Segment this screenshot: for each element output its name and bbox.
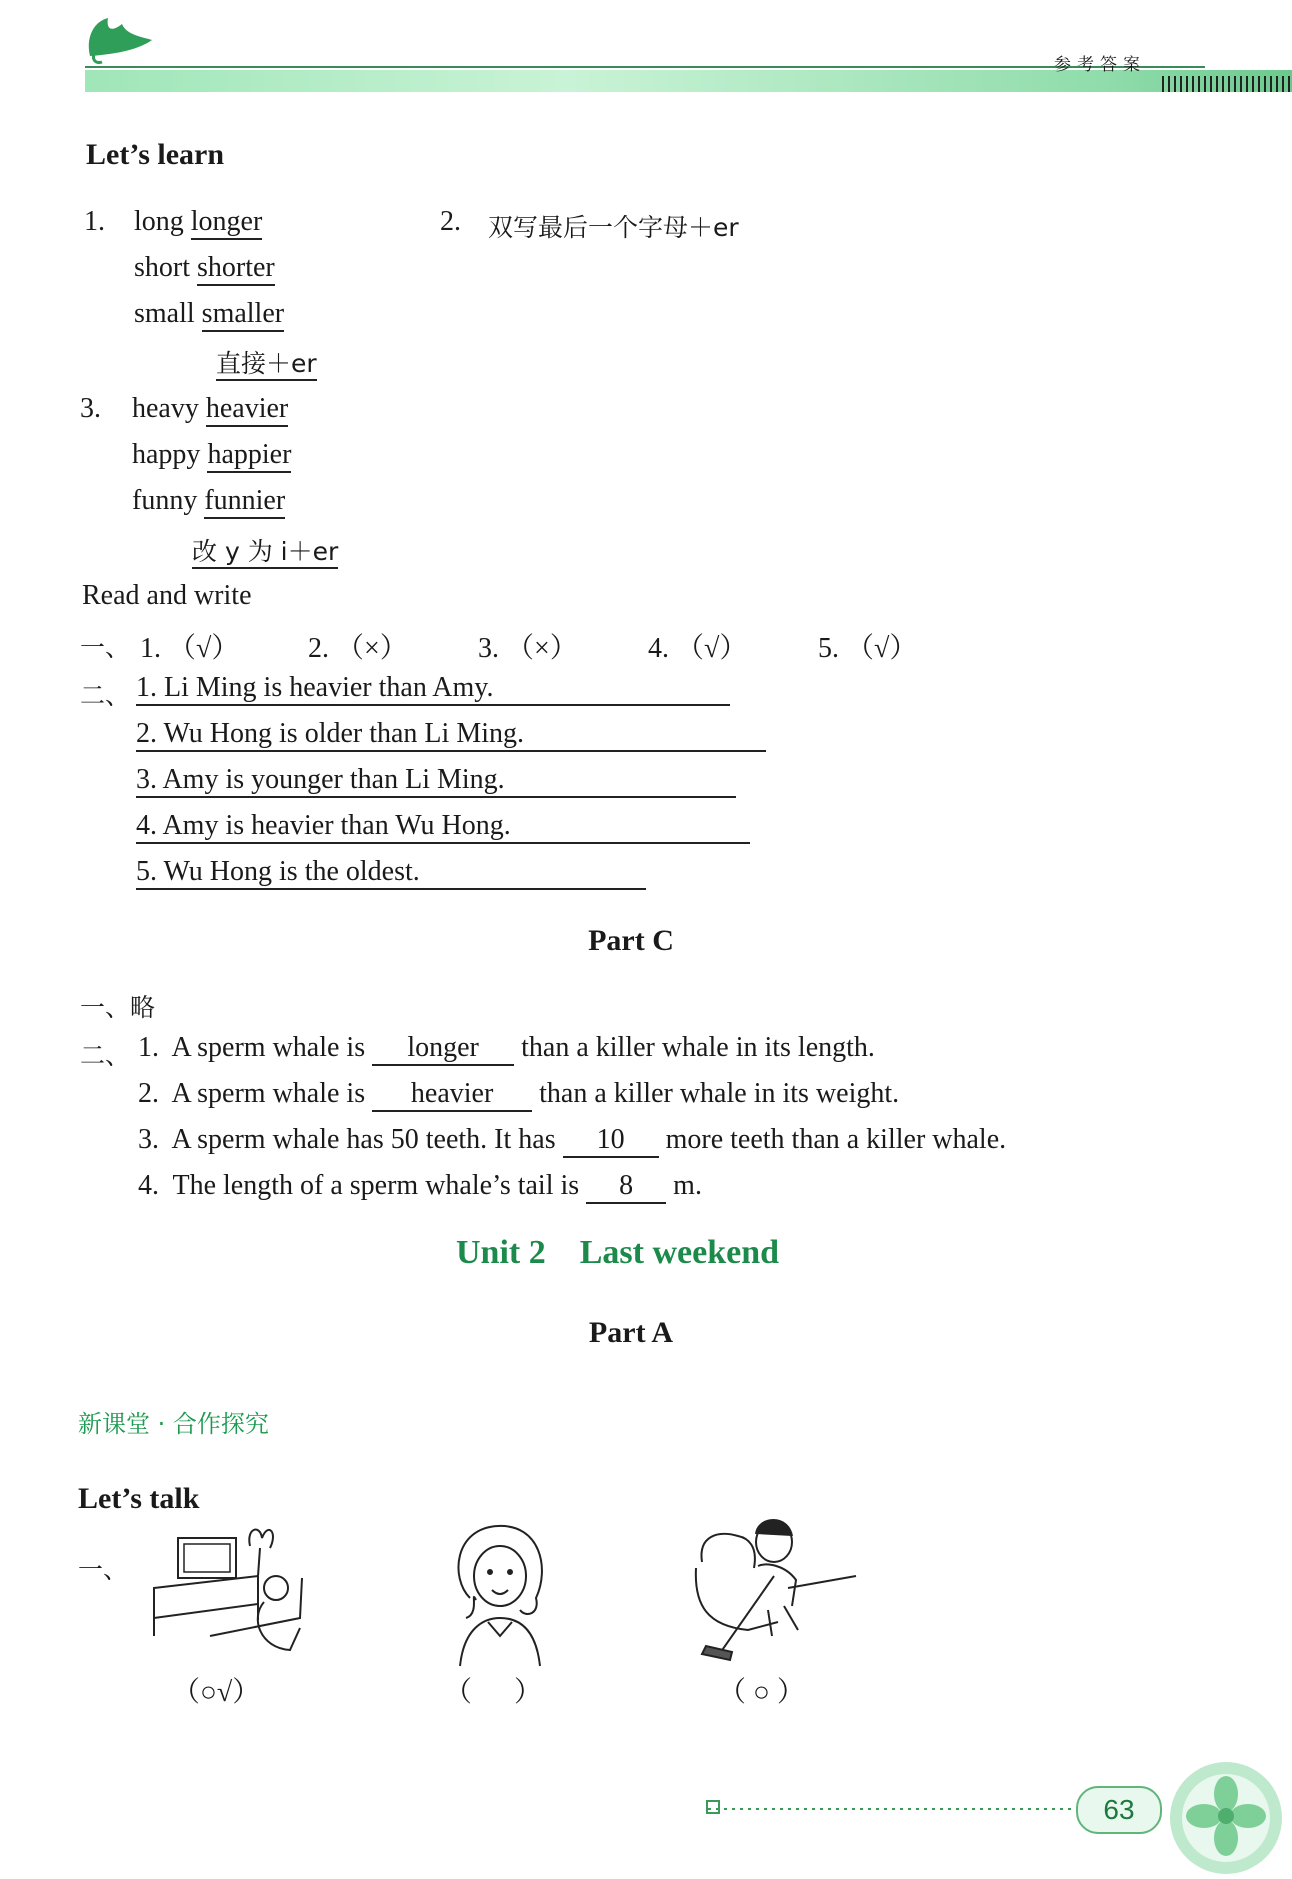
reference-answers-label: 参考答案 (1054, 55, 1146, 75)
unit-name: Last weekend (579, 1234, 780, 1271)
item-text-after: m. (673, 1170, 702, 1201)
lets-talk-title: Let’s talk (78, 1482, 200, 1515)
q3-base-word: happy (132, 439, 201, 470)
item-number: 2. (138, 1078, 159, 1109)
picture-answer-3: （ ○ ） (718, 1677, 805, 1708)
answer-blank: longer (372, 1032, 514, 1066)
q1-base-word: long (134, 206, 184, 237)
rw-part2-item: 2. Wu Hong is older than Li Ming. (136, 718, 766, 752)
picture-answer-1: （○√） (172, 1677, 261, 1708)
read-write-title: Read and write (82, 580, 252, 611)
q1-answer-word: smaller (202, 298, 284, 332)
footer-square-icon (706, 1800, 720, 1814)
item-text-after: than a killer whale in its length. (521, 1032, 875, 1063)
q1-row (134, 298, 284, 330)
picture-answer-2: （ ） (444, 1677, 543, 1708)
q3-base-word: funny (132, 485, 198, 516)
item-text-after: than a killer whale in its weight. (539, 1078, 900, 1109)
q1-answer-word: shorter (197, 252, 275, 286)
footer-dotted-rule (708, 1808, 1074, 1810)
boy-mopping-picture (688, 1506, 858, 1666)
item-number: 1. (138, 1032, 159, 1063)
answer-blank: 10 (563, 1124, 659, 1158)
q3-answer-word: heavier (206, 393, 288, 427)
q1-rule-text: 直接＋er (216, 349, 317, 381)
q1-base-word: small (134, 298, 195, 329)
rw-part1-item: 5. （√） (818, 633, 918, 664)
q3-rule-text: 改 y 为 i＋er (192, 537, 338, 569)
q3-base-word: heavy (132, 393, 199, 424)
q2-number: 2. (440, 206, 461, 237)
rw-part1-item: 4. （√） (648, 633, 748, 664)
girl-picture (440, 1518, 560, 1668)
q2-text: 双写最后一个字母＋er (488, 213, 739, 242)
item-text-before: A sperm whale is (171, 1078, 366, 1109)
q3-answer-word: funnier (204, 485, 285, 519)
item-text-before: The length of a sperm whale’s tail is (172, 1170, 580, 1201)
talk-prefix: 一、 (78, 1555, 129, 1584)
q1-number: 1. (84, 206, 105, 237)
q1-base-word: short (134, 252, 190, 283)
answer-blank: heavier (372, 1078, 532, 1112)
rw-part1-item: 1. （√） (140, 633, 240, 664)
rw-part1-item: 3. （×） (478, 633, 578, 664)
page-number: 63 (1076, 1786, 1162, 1834)
watching-tv-picture (150, 1518, 310, 1668)
part-c-title: Part C (588, 924, 674, 957)
q3-answer-word: happier (207, 439, 291, 473)
answer-blank: 8 (586, 1170, 666, 1204)
item-number: 3. (138, 1124, 159, 1155)
item-text-after: more teeth than a killer whale. (665, 1124, 1007, 1155)
part-c-item (138, 1032, 875, 1066)
leaf-logo-icon (82, 10, 154, 71)
q3-rule (192, 532, 338, 568)
part-c-s2-prefix: 二、 (80, 1041, 131, 1070)
part-c-s1: 一、略 (80, 993, 156, 1022)
rw-part1-prefix: 一、 (80, 633, 131, 662)
rw-part2-item: 3. Amy is younger than Li Ming. (136, 764, 736, 798)
item-text-before: A sperm whale has 50 teeth. It has (171, 1124, 556, 1155)
part-c-item (138, 1078, 899, 1112)
section-label: 新课堂 · 合作探究 (78, 1410, 269, 1438)
rw-part2-item: 1. Li Ming is heavier than Amy. (136, 672, 730, 706)
barcode-strip-icon (1162, 76, 1290, 92)
unit-title (456, 1234, 779, 1272)
unit-number: Unit 2 (456, 1234, 546, 1271)
q1-rule (216, 344, 317, 380)
rw-part1-item: 2. （×） (308, 633, 408, 664)
q1-answer-word: longer (191, 206, 263, 240)
part-a-title: Part A (588, 1316, 674, 1349)
rw-part2-item: 4. Amy is heavier than Wu Hong. (136, 810, 750, 844)
q3-row (132, 393, 288, 425)
q3-number: 3. (80, 393, 101, 424)
q1-row (134, 206, 262, 238)
q1-row (134, 252, 275, 284)
flower-decoration-icon (1160, 1756, 1286, 1879)
item-number: 4. (138, 1170, 159, 1201)
lets-learn-title: Let’s learn (86, 138, 225, 171)
q3-row (132, 485, 285, 517)
part-c-item (138, 1170, 702, 1204)
item-text-before: A sperm whale is (171, 1032, 366, 1063)
header-rule (85, 66, 1205, 68)
q3-row (132, 439, 291, 471)
rw-part2-item: 5. Wu Hong is the oldest. (136, 856, 646, 890)
part-c-item (138, 1124, 1006, 1158)
rw-part2-prefix: 二、 (80, 681, 131, 710)
